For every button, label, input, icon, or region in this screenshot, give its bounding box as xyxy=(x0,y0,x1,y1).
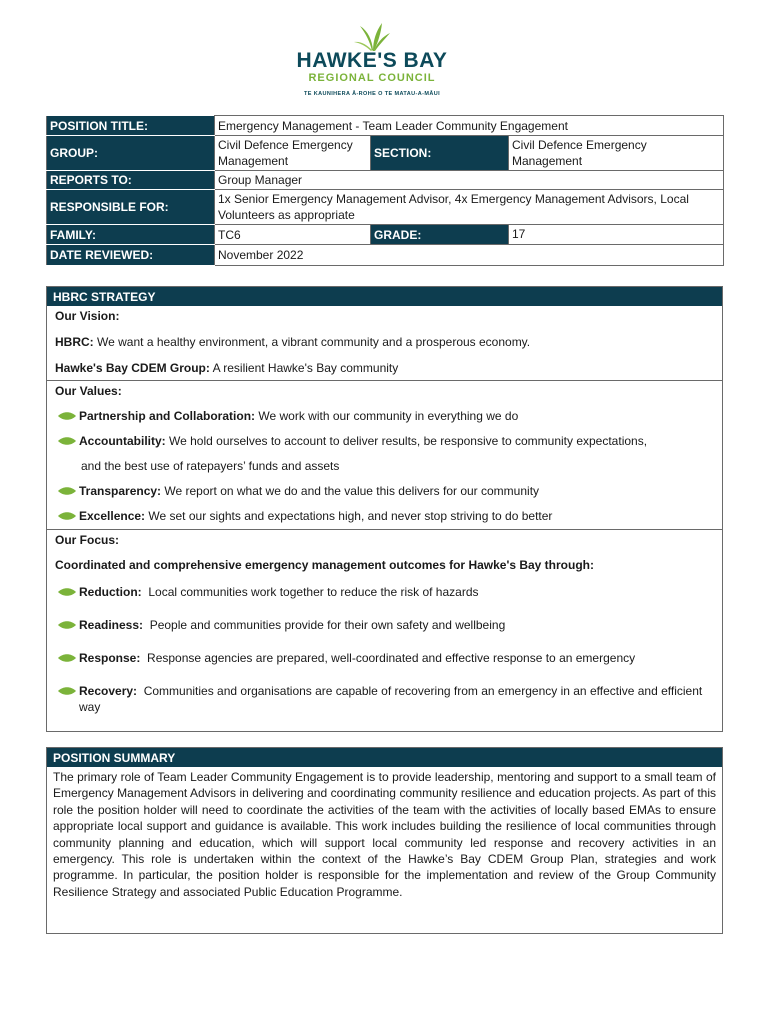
position-title-value: Emergency Management - Team Leader Community Engagement xyxy=(215,116,724,136)
logo-tagline: TE KAUNIHERA Ā-ROHE O TE MATAU-A-MĀUI xyxy=(304,91,440,97)
date-reviewed-label: DATE REVIEWED: xyxy=(47,245,215,266)
responsible-for-value: 1x Senior Emergency Management Advisor, 4x Emergency Management Advisors, Local Volunteers as appropriate xyxy=(215,190,724,225)
leaf-bullet-icon xyxy=(55,508,79,524)
hbrc-label: HBRC: xyxy=(55,335,94,349)
grade-label: GRADE: xyxy=(371,225,509,245)
position-title-label: POSITION TITLE: xyxy=(47,116,215,136)
value-item xyxy=(55,508,714,524)
focus-block xyxy=(47,529,722,721)
vision-label: Our Vision: xyxy=(55,309,120,323)
cdem-text: A resilient Hawke's Bay community xyxy=(212,361,399,375)
focus-item xyxy=(55,650,714,666)
hbrc-logo xyxy=(292,22,452,104)
focus-text: People and communities provide for their own safety and wellbeing xyxy=(149,618,506,632)
value-name: Excellence: xyxy=(79,509,146,523)
family-label: FAMILY: xyxy=(47,225,215,245)
value-item xyxy=(55,408,714,424)
summary-header: POSITION SUMMARY xyxy=(47,748,722,767)
focus-name: Response: xyxy=(79,651,141,665)
values-block xyxy=(47,380,722,529)
focus-text: Response agencies are prepared, well-coordinated and effective response to an emergency xyxy=(147,651,636,665)
vision-block xyxy=(47,306,722,380)
reports-to-value: Group Manager xyxy=(215,171,724,190)
value-text: We work with our community in everything we do xyxy=(258,409,519,423)
hbrc-vision xyxy=(55,334,714,350)
family-value: TC6 xyxy=(215,225,371,245)
responsible-for-label: RESPONSIBLE FOR: xyxy=(47,190,215,225)
value-name: Partnership and Collaboration: xyxy=(79,409,256,423)
leaf-bullet-icon xyxy=(55,584,79,600)
date-reviewed-value: November 2022 xyxy=(215,245,724,266)
section-label: SECTION: xyxy=(371,136,509,171)
focus-name: Recovery: xyxy=(79,684,138,698)
focus-text: Communities and organisations are capable of recovering from an emergency in an effective and efficient way xyxy=(79,684,703,714)
strategy-header: HBRC STRATEGY xyxy=(47,287,722,306)
hbrc-strategy-section xyxy=(46,286,723,732)
focus-intro: Coordinated and comprehensive emergency management outcomes for Hawke's Bay through: xyxy=(55,558,594,572)
leaf-bullet-icon xyxy=(55,408,79,424)
group-label: GROUP: xyxy=(47,136,215,171)
value-text: We set our sights and expectations high, and never stop striving to do better xyxy=(148,509,553,523)
position-info-table xyxy=(46,115,724,266)
position-summary-section xyxy=(46,747,723,934)
value-text: We report on what we do and the value this delivers for our community xyxy=(164,484,540,498)
focus-label: Our Focus: xyxy=(55,533,120,547)
focus-text: Local communities work together to reduce the risk of hazards xyxy=(148,585,479,599)
leaf-bullet-icon xyxy=(55,433,79,449)
leaf-bullet-icon xyxy=(55,683,79,699)
leaf-bullet-icon xyxy=(55,617,79,633)
value-continuation: and the best use of ratepayers’ funds and assets xyxy=(81,459,340,473)
value-name: Accountability: xyxy=(79,434,166,448)
value-item xyxy=(55,433,714,449)
grade-value: 17 xyxy=(509,225,724,245)
value-text: We hold ourselves to account to deliver results, be responsive to community expectations, xyxy=(169,434,648,448)
value-name: Transparency: xyxy=(79,484,162,498)
focus-name: Reduction: xyxy=(79,585,142,599)
logo-subtitle: REGIONAL COUNCIL xyxy=(308,72,436,84)
leaf-bullet-icon xyxy=(55,650,79,666)
hbrc-text: We want a healthy environment, a vibrant community and a prosperous economy. xyxy=(97,335,531,349)
section-value: Civil Defence Emergency Management xyxy=(509,136,724,171)
value-item xyxy=(55,483,714,499)
logo-name: HAWKE'S BAY xyxy=(296,49,448,72)
cdem-label: Hawke's Bay CDEM Group: xyxy=(55,361,210,375)
focus-item xyxy=(55,683,714,715)
focus-name: Readiness: xyxy=(79,618,144,632)
group-value: Civil Defence Emergency Management xyxy=(215,136,371,171)
leaf-bullet-icon xyxy=(55,483,79,499)
cdem-vision xyxy=(55,360,714,376)
values-label: Our Values: xyxy=(55,384,122,398)
summary-text: The primary role of Team Leader Community Engagement is to provide leadership, mentoring and support to a small team of Emergency Management Advisors in delivering and coordinating community resilience and education projects. As part of this role the position holder will need to coordinate the activities of the team with the activities of locally based EMAs to ensure appropriate local support and guidance is available. This work includes building the resilience of local communities through community planning and education, which will support local community led response and recovery activities in an emergency. This role is undertaken within the context of the Hawke’s Bay CDEM Group Plan, strategies and work programme. In particular, the position holder is responsible for the implementation and review of the Group Community Resilience Strategy and associated Public Education Programme. xyxy=(53,770,716,899)
focus-item xyxy=(55,584,714,600)
reports-to-label: REPORTS TO: xyxy=(47,171,215,190)
leaf-logo-icon xyxy=(352,22,392,52)
focus-item xyxy=(55,617,714,633)
